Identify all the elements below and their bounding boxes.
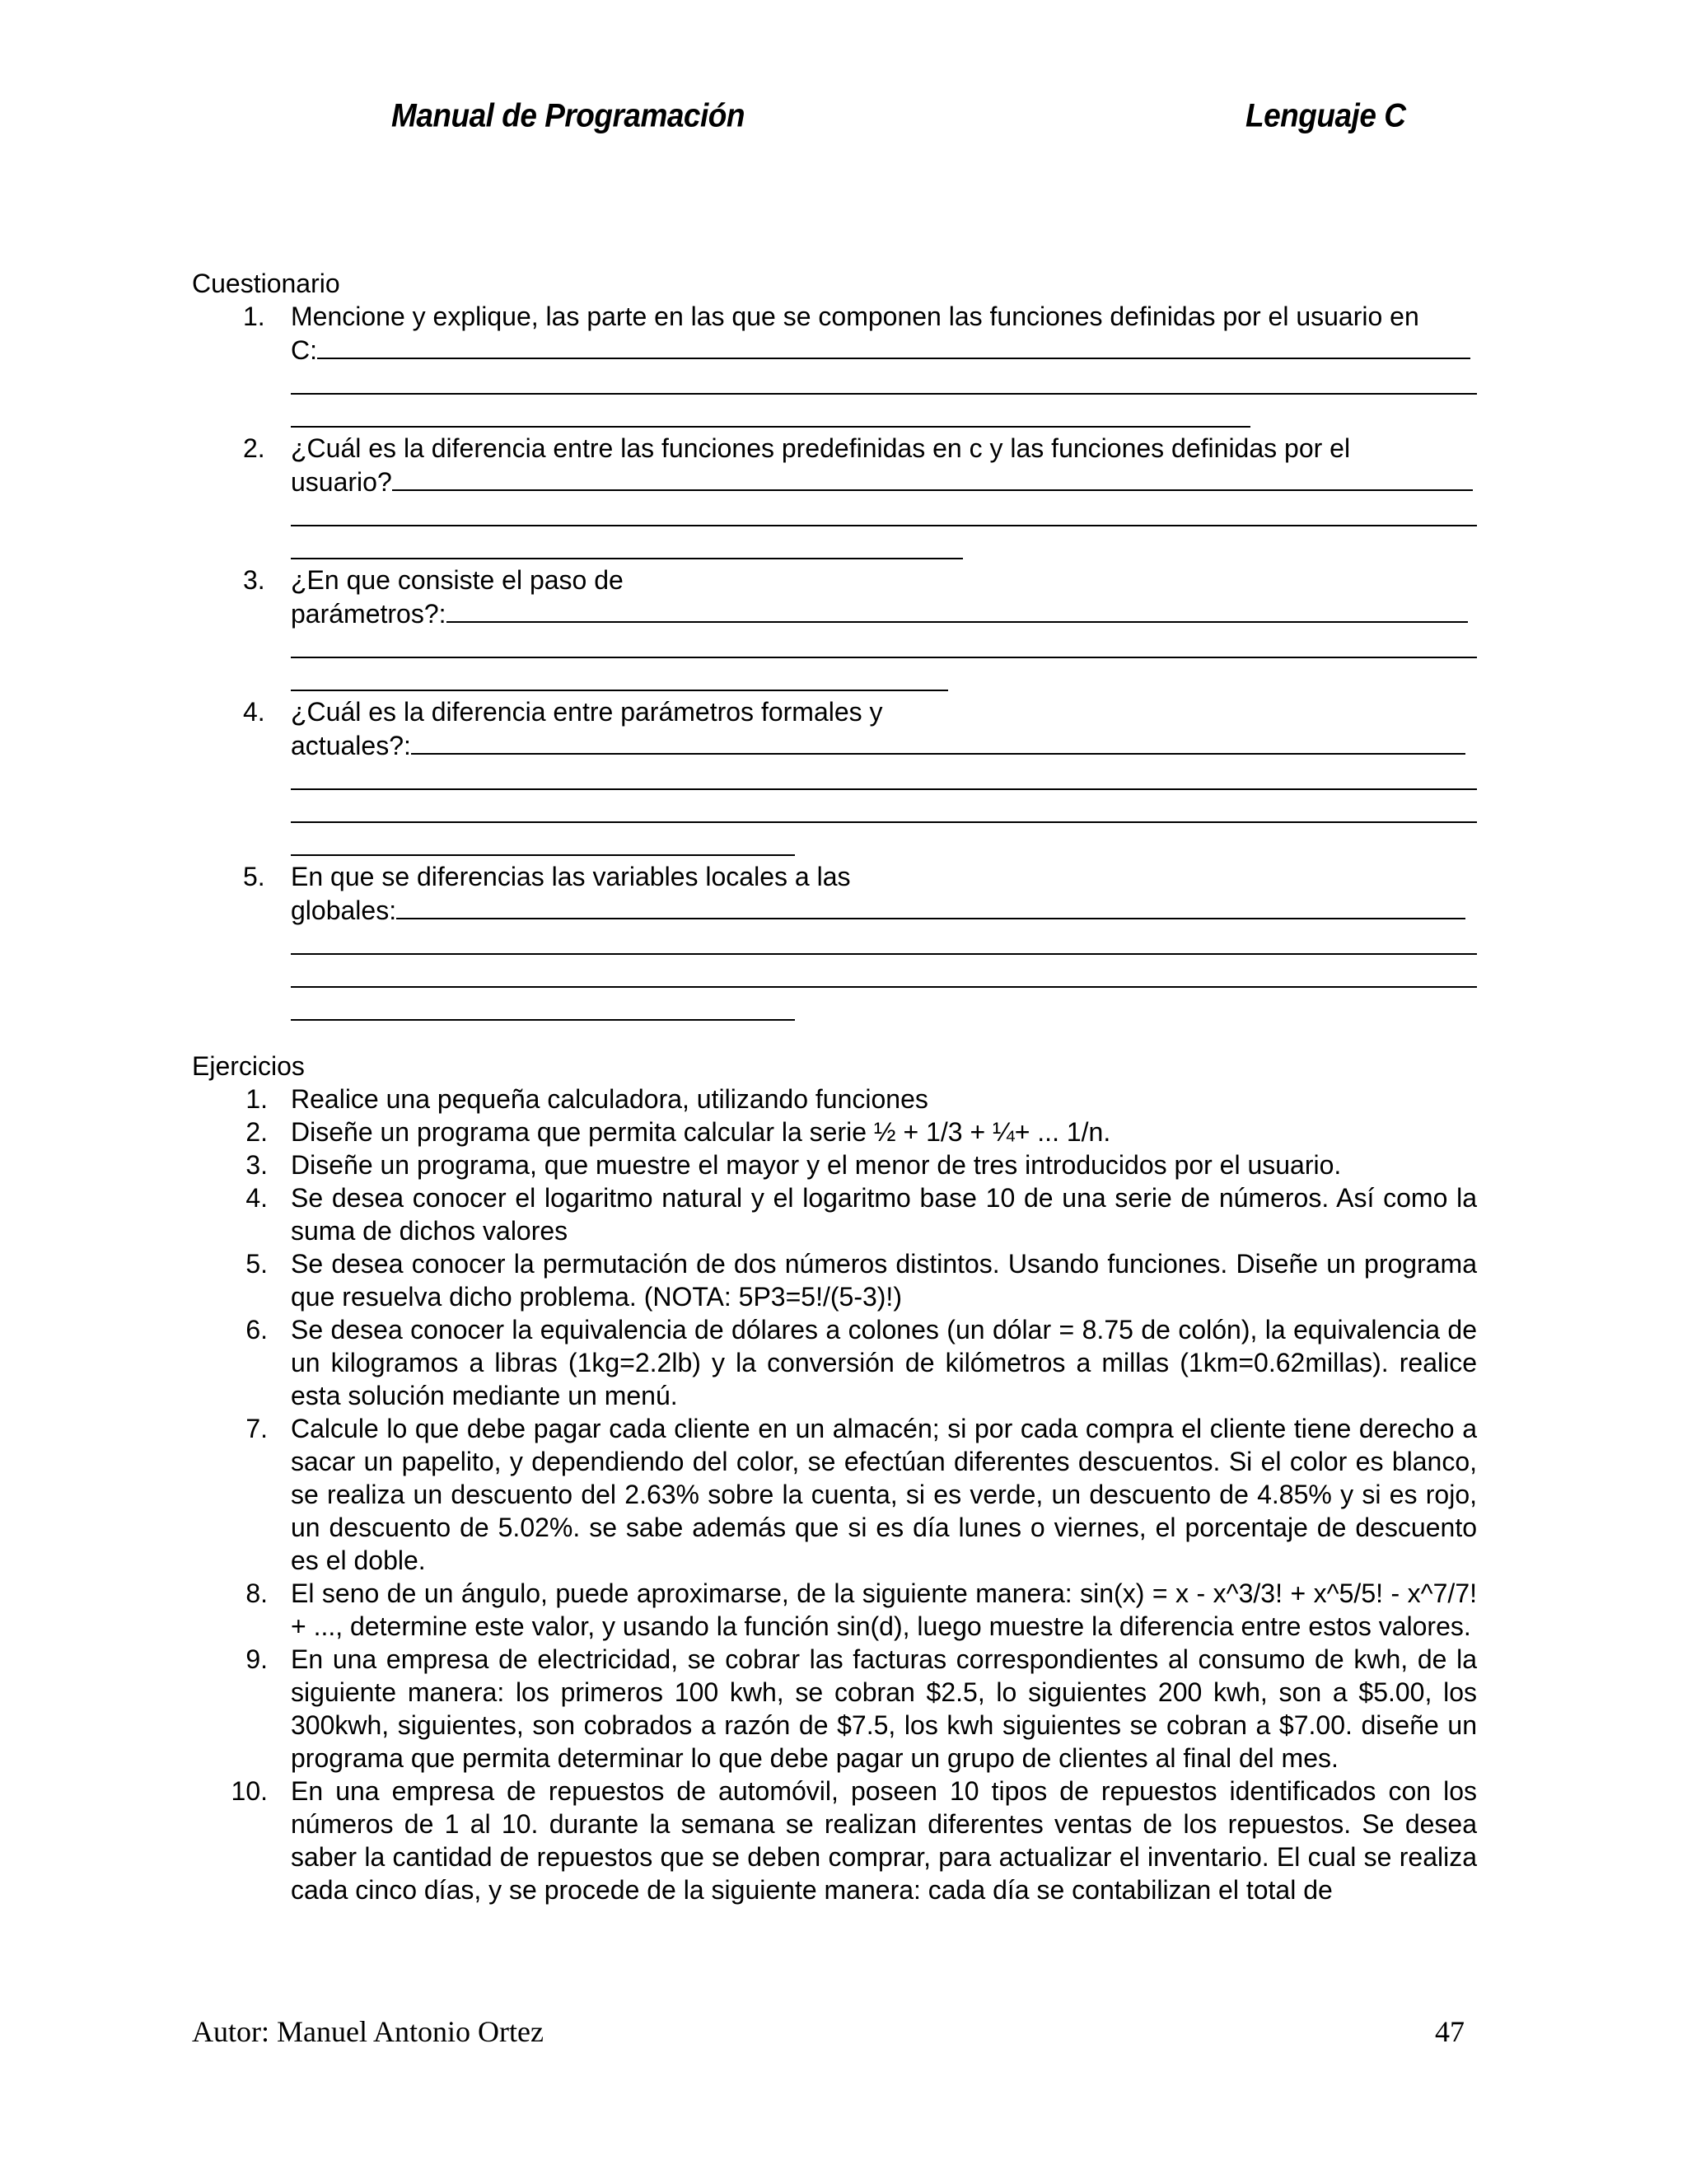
exercise-number: 4. xyxy=(245,1183,268,1213)
question-label: parámetros?: xyxy=(291,599,446,629)
exercise-text: Diseñe un programa que permita calcular la serie ½ + 1/3 + ¼+ ... 1/n. xyxy=(291,1117,1111,1147)
answer-blank-line xyxy=(411,728,1465,755)
answer-blank-line xyxy=(291,788,1477,790)
exercises-title: Ejercicios xyxy=(192,1051,305,1081)
exercise-number: 6. xyxy=(245,1315,268,1345)
question-text xyxy=(291,300,1477,367)
answer-blank-line xyxy=(291,558,963,559)
question-line2 xyxy=(291,893,1477,927)
exercise-text: Realice una pequeña calculadora, utilizando funciones xyxy=(291,1084,928,1114)
page-number: 47 xyxy=(1435,2015,1465,2048)
exercise-item xyxy=(192,1181,1477,1247)
question-line1: ¿Cuál es la diferencia entre parámetros formales y xyxy=(291,697,883,727)
exercise-item xyxy=(192,1247,1477,1313)
question-number: 5. xyxy=(243,862,265,891)
answer-blank-line xyxy=(291,426,1250,428)
exercise-number: 10. xyxy=(231,1776,268,1806)
question-label: actuales?: xyxy=(291,731,411,760)
answer-blank-line xyxy=(291,657,1477,658)
header-language-title: Lenguaje C xyxy=(1245,97,1406,134)
question-line1: En que se diferencias las variables locales a las xyxy=(291,862,851,891)
question-line2 xyxy=(291,465,1477,498)
question-line2 xyxy=(291,596,1477,630)
question-number: 4. xyxy=(243,697,265,727)
answer-blank-line xyxy=(392,465,1473,491)
exercise-item xyxy=(192,1313,1477,1412)
answer-blank-line xyxy=(446,596,1468,623)
answer-blank-line xyxy=(291,986,1477,988)
exercise-number: 2. xyxy=(245,1117,268,1147)
answer-blank-line xyxy=(291,690,948,691)
exercise-text: Diseñe un programa, que muestre el mayor y el menor de tres introducidos por el usuario. xyxy=(291,1150,1342,1180)
question-line2 xyxy=(291,728,1477,762)
exercise-list xyxy=(192,1083,1477,1906)
exercise-number: 8. xyxy=(245,1578,268,1608)
question-label: globales: xyxy=(291,896,397,925)
exercise-item xyxy=(192,1775,1477,1906)
answer-blank-line xyxy=(291,1019,795,1021)
exercise-item xyxy=(192,1412,1477,1577)
question-number: 1. xyxy=(243,302,265,331)
question-line1: ¿En que consiste el paso de xyxy=(291,565,624,595)
questionnaire-title: Cuestionario xyxy=(192,269,340,298)
exercise-number: 3. xyxy=(245,1150,268,1180)
exercise-number: 5. xyxy=(245,1249,268,1279)
exercise-text: Se desea conocer la permutación de dos números distintos. Usando funciones. Diseñe un programa que resuelva dicho problema. (NOTA: 5P3=5!/(5-3)!) xyxy=(291,1249,1477,1312)
answer-blank-line xyxy=(291,821,1477,823)
exercise-text: Se desea conocer la equivalencia de dólares a colones (un dólar = 8.75 de colón), la equivalencia de un kilogramos a libras (1kg=2.2lb) y la conversión de kilómetros a millas (1km=0.62millas). realice esta solución mediante un menú. xyxy=(291,1315,1477,1410)
question-label: C: xyxy=(291,335,317,365)
exercise-item xyxy=(192,1643,1477,1775)
exercise-text: En una empresa de electricidad, se cobrar las facturas correspondientes al consumo de kwh, de la siguiente manera: los primeros 100 kwh, se cobran $2.5, lo siguientes 200 kwh, son a $5.00, los 300kwh, siguientes, son cobrados a razón de $7.5, los kwh siguientes se cobran a $7.00. diseñe un programa que permita determinar lo que debe pagar un grupo de clientes al final del mes. xyxy=(291,1644,1477,1773)
exercise-item xyxy=(192,1577,1477,1643)
answer-blank-line xyxy=(291,393,1477,395)
exercise-item xyxy=(192,1083,1477,1115)
question-line2 xyxy=(291,333,1477,367)
question-line1: Mencione y explique, las parte en las que se componen las funciones definidas por el usuario en xyxy=(291,302,1419,331)
answer-blank-line xyxy=(396,893,1465,919)
footer-author: Autor: Manuel Antonio Ortez xyxy=(192,2015,544,2048)
question-text xyxy=(291,432,1477,498)
header-manual-title: Manual de Programación xyxy=(391,97,745,134)
answer-blank-line xyxy=(317,333,1470,359)
question-number: 3. xyxy=(243,565,265,595)
question-text xyxy=(291,564,1477,630)
answer-blank-line xyxy=(291,953,1477,955)
exercise-number: 1. xyxy=(245,1084,268,1114)
exercise-number: 7. xyxy=(245,1414,268,1443)
question-text xyxy=(291,695,1477,762)
question-text xyxy=(291,860,1477,927)
question-number: 2. xyxy=(243,433,265,463)
exercise-item xyxy=(192,1148,1477,1181)
answer-blank-line xyxy=(291,525,1477,526)
question-line1: ¿Cuál es la diferencia entre las funciones predefinidas en c y las funciones definidas por el xyxy=(291,433,1351,463)
exercise-number: 9. xyxy=(245,1644,268,1674)
question-label: usuario? xyxy=(291,467,392,497)
exercise-item xyxy=(192,1115,1477,1148)
exercise-text: Se desea conocer el logaritmo natural y el logaritmo base 10 de una serie de números. Así como la suma de dichos valores xyxy=(291,1183,1477,1246)
exercise-text: En una empresa de repuestos de automóvil, poseen 10 tipos de repuestos identificados con los números de 1 al 10. durante la semana se realizan diferentes ventas de los repuestos. Se desea saber la cantidad de repuestos que se deben comprar, para actualizar el inventario. El cual se realiza cada cinco días, y se procede de la siguiente manera: cada día se contabilizan el total de xyxy=(291,1776,1477,1905)
exercise-text: El seno de un ángulo, puede aproximarse, de la siguiente manera: sin(x) = x - x^3/3! + x^5/5! - x^7/7! + ..., determine este valor, y usando la función sin(d), luego muestre la diferencia entre estos valores. xyxy=(291,1578,1477,1641)
answer-blank-line xyxy=(291,854,795,856)
exercise-text: Calcule lo que debe pagar cada cliente en un almacén; si por cada compra el cliente tiene derecho a sacar un papelito, y dependiendo del color, se efectúan diferentes descuentos. Si el color es blanco, se realiza un descuento del 2.63% sobre la cuenta, si es verde, un descuento de 4.85% y si es rojo, un descuento de 5.02%. se sabe además que si es día lunes o viernes, el porcentaje de descuento es el doble. xyxy=(291,1414,1477,1575)
